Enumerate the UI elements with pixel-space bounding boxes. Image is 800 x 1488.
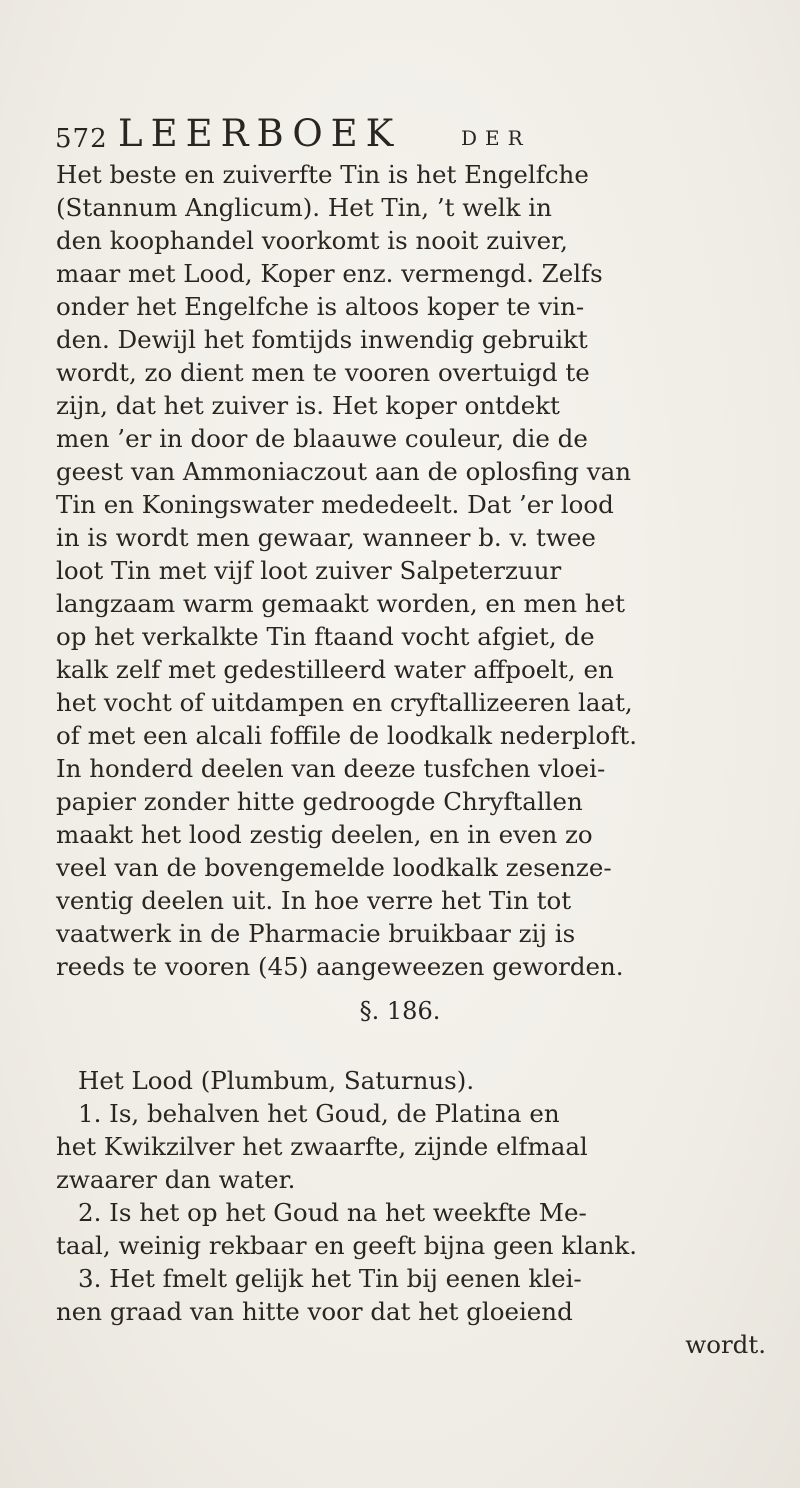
text-line: den. Dewijl het fomtijds inwendig gebruikt [56,325,588,354]
text-line: het vocht of uitdampen en cryftallizeeren laat, [56,688,633,717]
text-line: reeds te vooren (45) aangeweezen geworden. [56,952,624,981]
text-line: veel van de bovengemelde loodkalk zesenze- [56,853,612,882]
section-title: Het Lood (Plumbum, Saturnus). [78,1066,475,1095]
text-line: op het verkalkte Tin ftaand vocht afgiet, de [56,622,595,651]
text-line: of met een alcali foffile de loodkalk nederploft. [56,721,638,750]
text-line: ventig deelen uit. In hoe verre het Tin tot [56,886,572,915]
text-line: den koophandel voorkomt is nooit zuiver, [56,226,568,255]
text-line: vaatwerk in de Pharmacie bruikbaar zij is [56,919,576,948]
text-line: men ’er in door de blaauwe couleur, die de [56,424,588,453]
page-header [55,112,775,162]
text-line: zijn, dat het zuiver is. Het koper ontdekt [56,391,560,420]
text-line: Tin en Koningswater mededeelt. Dat ’er lood [56,490,614,519]
text-line: 1. Is, behalven het Goud, de Platina en [78,1099,560,1128]
text-line: zwaarer dan water. [56,1165,296,1194]
section-text [56,1064,766,1361]
text-line: In honderd deelen van deeze tusfchen vloei- [56,754,606,783]
text-line: geest van Ammoniaczout aan de oplosfing van [56,457,631,486]
text-line: nen graad van hitte voor dat het gloeiend [56,1297,573,1326]
text-line: in is wordt men gewaar, wanneer b. v. twee [56,523,596,552]
running-title: LEERBOEK [118,112,402,155]
text-line: 3. Het fmelt gelijk het Tin bij eenen klei- [78,1264,582,1293]
text-line: onder het Engelfche is altoos koper te vin- [56,292,585,321]
text-line: kalk zelf met gedestilleerd water affpoelt, en [56,655,614,684]
text-line: papier zonder hitte gedroogde Chryftallen [56,787,583,816]
section-heading: §. 186. [359,997,441,1025]
page-number: 572 [55,124,108,154]
catchword: wordt. [685,1330,766,1359]
text-line: Het beste en zuiverfte Tin is het Engelfche [56,160,589,189]
text-line: wordt, zo dient men te vooren overtuigd te [56,358,590,387]
body-text [56,158,766,983]
running-title-suffix: DER [461,126,531,150]
text-line: 2. Is het op het Goud na het weekfte Me- [78,1198,587,1227]
text-line: loot Tin met vijf loot zuiver Salpeterzuur [56,556,562,585]
text-line: langzaam warm gemaakt worden, en men het [56,589,625,618]
text-line: maar met Lood, Koper enz. vermengd. Zelfs [56,259,603,288]
text-line: (Stannum Anglicum). Het Tin, ’t welk in [56,193,552,222]
text-line: maakt het lood zestig deelen, en in even zo [56,820,593,849]
text-line: taal, weinig rekbaar en geeft bijna geen klank. [56,1231,638,1260]
text-line: het Kwikzilver het zwaarfte, zijnde elfmaal [56,1132,588,1161]
